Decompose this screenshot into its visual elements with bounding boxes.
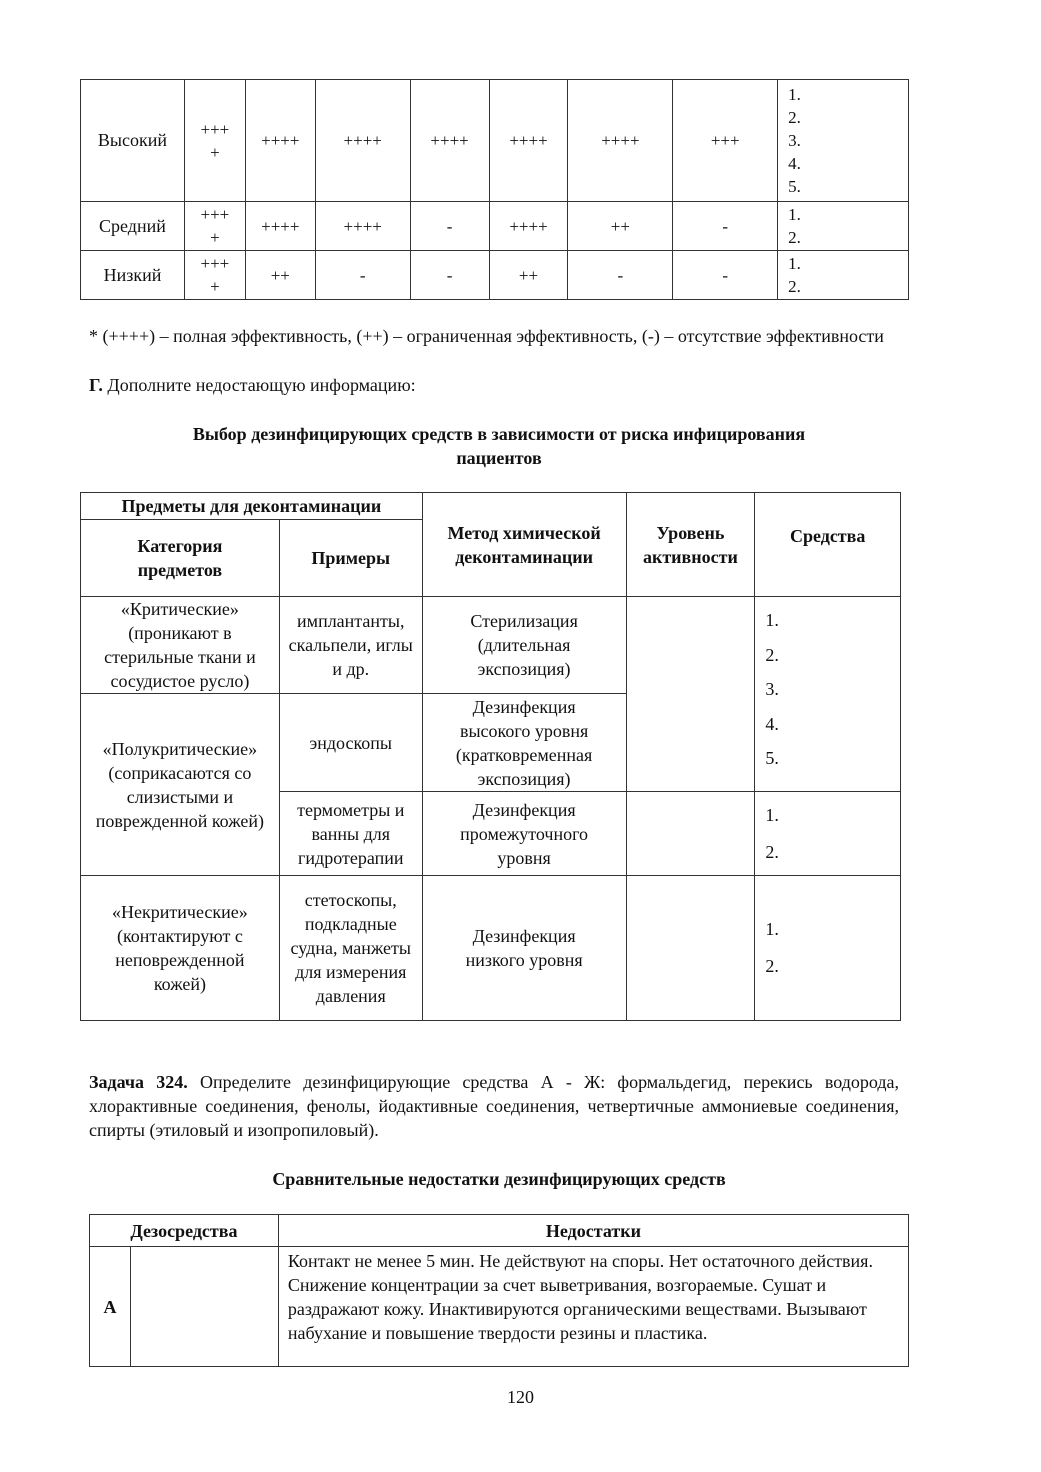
method-cell: Дезинфекция высокого уровня (кратковременная экспозиция): [422, 694, 626, 792]
method-cell: Дезинфекция низкого уровня: [422, 876, 626, 1021]
level-cell: [626, 792, 755, 876]
rating-cell: ++++: [315, 80, 410, 202]
rating-cell: +++: [673, 80, 778, 202]
rating-cell: ++: [245, 251, 315, 300]
level-cell: [626, 876, 755, 1021]
table-row: [81, 876, 901, 1021]
examples-cell: эндоскопы: [279, 694, 422, 792]
rating-cell: -: [568, 251, 673, 300]
rating-cell: ++: [489, 251, 568, 300]
agents-list-cell: 1. 2.: [755, 876, 901, 1021]
agents-header: Средства: [755, 493, 901, 597]
footnote: * (++++) – полная эффективность, (++) – ограниченная эффективность, (-) – отсутствие эффективности: [89, 326, 884, 346]
page-number: 120: [507, 1387, 534, 1407]
method-cell: Стерилизация (длительная экспозиция): [422, 597, 626, 694]
table-row: [81, 597, 901, 694]
category-cell: «Некритические» (контактируют с неповрежденной кожей): [81, 876, 280, 1021]
agents-list-cell: 1. 2.: [755, 792, 901, 876]
rating-cell: ++++: [315, 202, 410, 251]
numbered-list-cell: 1. 2. 3. 4. 5.: [778, 80, 909, 202]
task-g-text: Дополните недостающую информацию:: [102, 375, 416, 395]
rating-cell: ++++: [489, 202, 568, 251]
agents-list-cell: 1. 2. 3. 4. 5.: [755, 597, 901, 792]
rating-cell: -: [410, 251, 489, 300]
table-row: [81, 251, 909, 300]
drawbacks-header: Недостатки: [278, 1215, 908, 1247]
table-header-row: [90, 1215, 909, 1247]
rating-cell: ++++: [245, 80, 315, 202]
drawbacks-table: [89, 1214, 909, 1367]
drawbacks-cell: Контакт не менее 5 мин. Не действуют на споры. Нет остаточного действия. Снижение концентрации за счет выветривания, возгораемые. Сушат и раздражают кожу. Инактивируются органическими веществами. Вызывают набухание и повышение твердости резины и пластика.: [278, 1247, 908, 1367]
category-cell: «Критические» (проникают в стерильные ткани и сосудистое русло): [81, 597, 280, 694]
task-324: [89, 1070, 899, 1142]
task-g: [89, 373, 899, 397]
level-cell: [626, 597, 755, 792]
effectiveness-table: [80, 79, 909, 300]
rating-cell: ++++: [410, 80, 489, 202]
numbered-list-cell: 1. 2.: [778, 202, 909, 251]
rating-cell: ++++: [489, 80, 568, 202]
category-cell: «Полукритические» (соприкасаются со слизистыми и поврежденной кожей): [81, 694, 280, 876]
agents-header: Дезосредства: [90, 1215, 279, 1247]
examples-cell: термометры и ванны для гидротерапии: [279, 792, 422, 876]
task-324-text: Определите дезинфицирующие средства А - Ж: формальдегид, перекись водорода, хлорактивные соединения, фенолы, йодактивные соединения, четвертичные аммониевые соединения, спирты (этиловый и изопропиловый).: [89, 1072, 899, 1140]
row-letter: А: [90, 1247, 131, 1367]
method-cell: Дезинфекция промежуточного уровня: [422, 792, 626, 876]
rating-cell: -: [673, 202, 778, 251]
rating-cell: +++ +: [184, 80, 245, 202]
examples-header: Примеры: [279, 520, 422, 597]
group-header: Предметы для деконтаминации: [81, 493, 423, 520]
examples-cell: стетоскопы, подкладные судна, манжеты для измерения давления: [279, 876, 422, 1021]
table2-title: Выбор дезинфицирующих средств в зависимости от риска инфицирования пациентов: [192, 424, 806, 468]
table-header-row: [81, 493, 901, 520]
table-row: [90, 1247, 909, 1367]
level-cell: Средний: [81, 202, 185, 251]
level-header: Уровень активности: [626, 493, 755, 597]
task-g-label: Г.: [89, 375, 103, 395]
rating-cell: ++: [568, 202, 673, 251]
table-row: [81, 202, 909, 251]
rating-cell: ++++: [568, 80, 673, 202]
category-header: Категория предметов: [81, 520, 280, 597]
rating-cell: ++++: [245, 202, 315, 251]
numbered-list-cell: 1. 2.: [778, 251, 909, 300]
table3-title: Сравнительные недостатки дезинфицирующих средств: [272, 1169, 726, 1189]
method-header: Метод химической деконтаминации: [422, 493, 626, 597]
rating-cell: -: [315, 251, 410, 300]
table-row: [81, 80, 909, 202]
rating-cell: -: [410, 202, 489, 251]
rating-cell: +++ +: [184, 202, 245, 251]
disinfection-selection-table: [80, 492, 901, 1021]
level-cell: Высокий: [81, 80, 185, 202]
level-cell: Низкий: [81, 251, 185, 300]
task-324-label: Задача 324.: [89, 1072, 188, 1092]
rating-cell: +++ +: [184, 251, 245, 300]
rating-cell: -: [673, 251, 778, 300]
examples-cell: имплантанты, скальпели, иглы и др.: [279, 597, 422, 694]
agent-name-cell: [130, 1247, 278, 1367]
